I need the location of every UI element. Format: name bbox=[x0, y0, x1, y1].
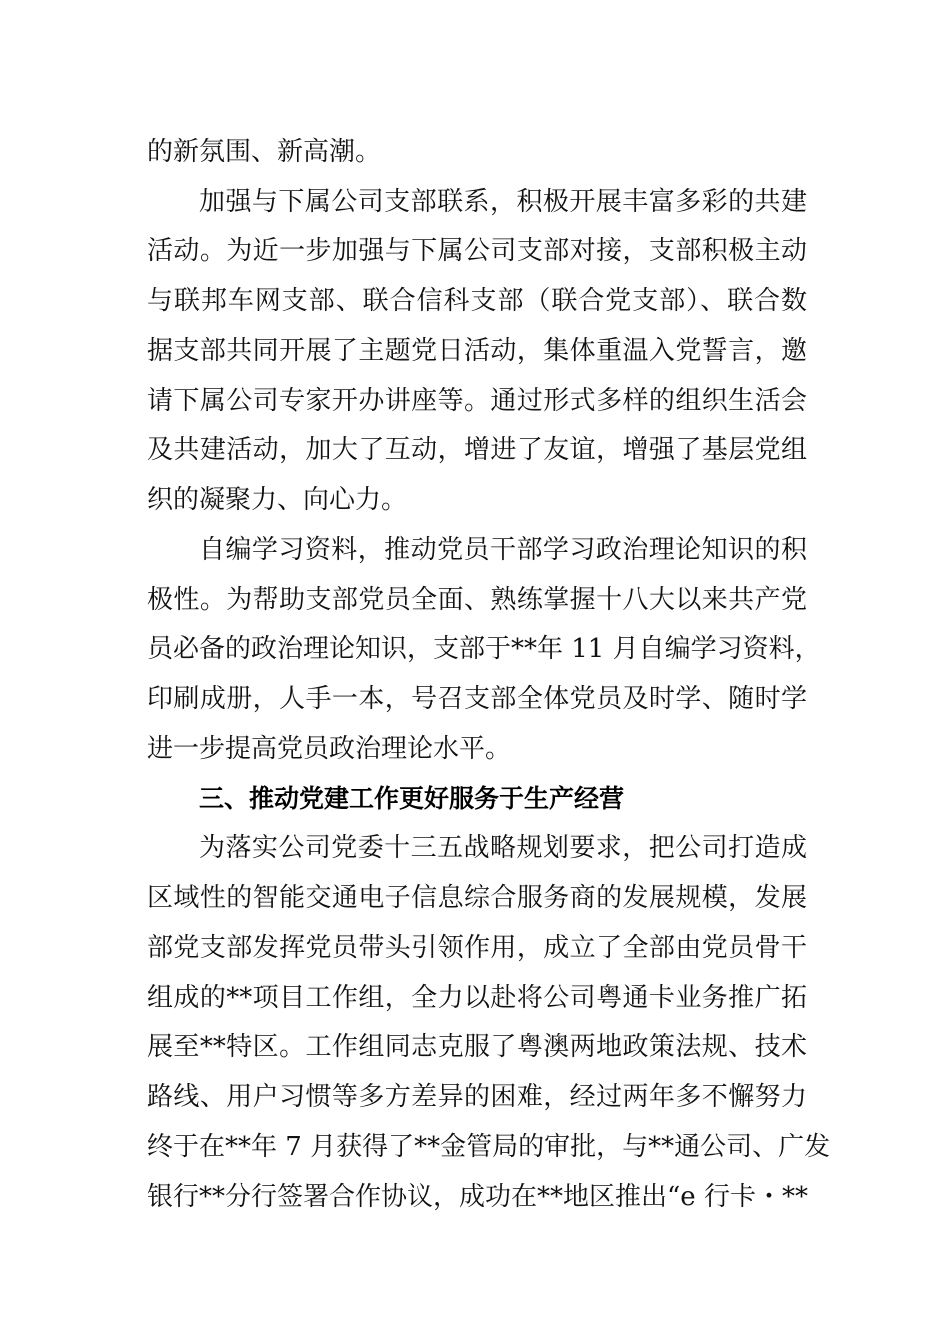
section-heading: 三、推动党建工作更好服务于生产经营 bbox=[199, 784, 625, 813]
paragraph-line: 的新氛围、新高潮。 bbox=[147, 137, 382, 167]
paragraph-line: 据支部共同开展了主题党日活动，集体重温入党誓言，邀 bbox=[147, 336, 807, 366]
paragraph-line: 及共建活动，加大了互动，增进了友谊，增强了基层党组 bbox=[147, 435, 807, 465]
paragraph-line: 印刷成册，人手一本，号召支部全体党员及时学、随时学 bbox=[147, 684, 807, 714]
paragraph-line: 银行**分行签署合作协议，成功在**地区推出“e 行卡・** bbox=[147, 1182, 808, 1212]
paragraph-line: 活动。为近一步加强与下属公司支部对接，支部积极主动 bbox=[147, 236, 807, 266]
paragraph-line: 区域性的智能交通电子信息综合服务商的发展规模，发展 bbox=[147, 883, 807, 913]
paragraph-line: 自编学习资料，推动党员干部学习政治理论知识的积 bbox=[199, 535, 807, 565]
paragraph-line: 组成的**项目工作组，全力以赴将公司粤通卡业务推广拓 bbox=[147, 983, 807, 1013]
paragraph-line: 进一步提高党员政治理论水平。 bbox=[147, 734, 512, 764]
paragraph-line: 极性。为帮助支部党员全面、熟练掌握十八大以来共产党 bbox=[147, 585, 807, 615]
paragraph-line: 加强与下属公司支部联系，积极开展丰富多彩的共建 bbox=[199, 187, 807, 217]
paragraph-line: 与联邦车网支部、联合信科支部（联合党支部）、联合数 bbox=[147, 286, 807, 316]
paragraph-line: 织的凝聚力、向心力。 bbox=[147, 485, 408, 515]
paragraph-line: 为落实公司党委十三五战略规划要求，把公司打造成 bbox=[199, 833, 807, 863]
paragraph-line: 部党支部发挥党员带头引领作用，成立了全部由党员骨干 bbox=[147, 933, 807, 963]
paragraph-line: 展至**特区。工作组同志克服了粤澳两地政策法规、技术 bbox=[147, 1032, 807, 1062]
paragraph-line: 路线、用户习惯等多方差异的困难，经过两年多不懈努力 bbox=[147, 1082, 807, 1112]
paragraph-line: 终于在**年 7 月获得了**金管局的审批，与**通公司、广发 bbox=[147, 1132, 831, 1162]
paragraph-line: 员必备的政治理论知识，支部于**年 11 月自编学习资料， bbox=[147, 634, 821, 664]
paragraph-line: 请下属公司专家开办讲座等。通过形式多样的组织生活会 bbox=[147, 386, 807, 416]
